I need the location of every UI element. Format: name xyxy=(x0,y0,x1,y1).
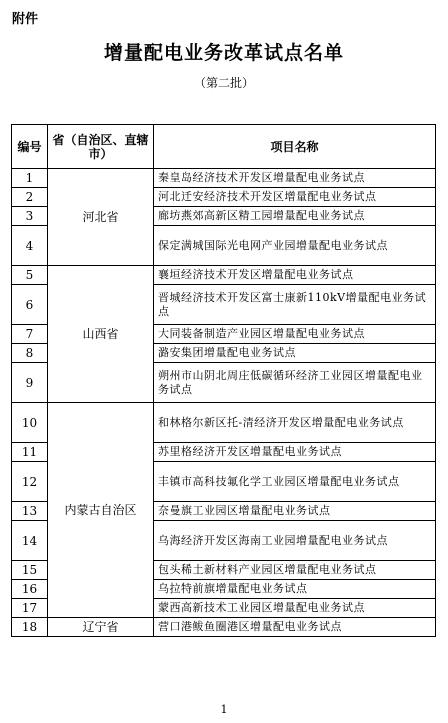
province-cell: 河北省 xyxy=(48,169,154,266)
project-name: 秦皇岛经济技术开发区增量配电业务试点 xyxy=(154,169,436,188)
row-number: 2 xyxy=(12,188,48,207)
header-province: 省（自治区、直辖市） xyxy=(48,125,154,169)
project-name: 大同装备制造产业园区增量配电业务试点 xyxy=(154,325,436,344)
row-number: 12 xyxy=(12,462,48,502)
row-number: 18 xyxy=(12,618,48,637)
row-number: 6 xyxy=(12,285,48,325)
project-name: 乌拉特前旗增量配电业务试点 xyxy=(154,580,436,599)
project-name: 和林格尔新区托-清经济开发区增量配电业务试点 xyxy=(154,403,436,443)
project-name: 晋城经济技术开发区富士康新110kV增量配电业务试点 xyxy=(154,285,436,325)
project-name: 奈曼旗工业园区增量配电业务试点 xyxy=(154,502,436,521)
row-number: 9 xyxy=(12,363,48,403)
row-number: 1 xyxy=(12,169,48,188)
row-number: 10 xyxy=(12,403,48,443)
project-name: 丰镇市高科技氟化学工业园区增量配电业务试点 xyxy=(154,462,436,502)
row-number: 11 xyxy=(12,443,48,462)
project-name: 襄垣经济技术开发区增量配电业务试点 xyxy=(154,266,436,285)
province-cell: 辽宁省 xyxy=(48,618,154,637)
row-number: 3 xyxy=(12,207,48,226)
row-number: 17 xyxy=(12,599,48,618)
document-title: 增量配电业务改革试点名单 xyxy=(103,42,344,64)
province-cell: 山西省 xyxy=(48,266,154,403)
row-number: 16 xyxy=(12,580,48,599)
document-subtitle: （第二批） xyxy=(193,76,254,90)
project-name: 苏里格经济开发区增量配电业务试点 xyxy=(154,443,436,462)
header-project-name: 项目名称 xyxy=(154,125,436,169)
project-name: 廊坊燕郊高新区精工园增量配电业务试点 xyxy=(154,207,436,226)
project-name: 保定满城国际光电网产业园增量配电业务试点 xyxy=(154,226,436,266)
table-body xyxy=(12,169,436,637)
pilot-list-table xyxy=(11,124,436,637)
project-name: 包头稀土新材料产业园区增量配电业务试点 xyxy=(154,561,436,580)
page-number: 1 xyxy=(220,703,228,716)
row-number: 14 xyxy=(12,521,48,561)
row-number: 4 xyxy=(12,226,48,266)
row-number: 8 xyxy=(12,344,48,363)
header-number: 编号 xyxy=(12,125,48,169)
table-row xyxy=(12,169,436,188)
project-name: 潞安集团增量配电业务试点 xyxy=(154,344,436,363)
table-row xyxy=(12,266,436,285)
province-cell: 内蒙古自治区 xyxy=(48,403,154,618)
project-name: 河北迁安经济技术开发区增量配电业务试点 xyxy=(154,188,436,207)
project-name: 营口港鲅鱼圈港区增量配电业务试点 xyxy=(154,618,436,637)
row-number: 15 xyxy=(12,561,48,580)
project-name: 乌海经济开发区海南工业园增量配电业务试点 xyxy=(154,521,436,561)
table-header-row xyxy=(12,125,436,169)
row-number: 5 xyxy=(12,266,48,285)
project-name: 朔州市山阴北周庄低碳循环经济工业园区增量配电业务试点 xyxy=(154,363,436,403)
attachment-label: 附件 xyxy=(12,12,39,27)
row-number: 7 xyxy=(12,325,48,344)
project-name: 蒙西高新技术工业园区增量配电业务试点 xyxy=(154,599,436,618)
table-row xyxy=(12,618,436,637)
table-row xyxy=(12,403,436,443)
row-number: 13 xyxy=(12,502,48,521)
